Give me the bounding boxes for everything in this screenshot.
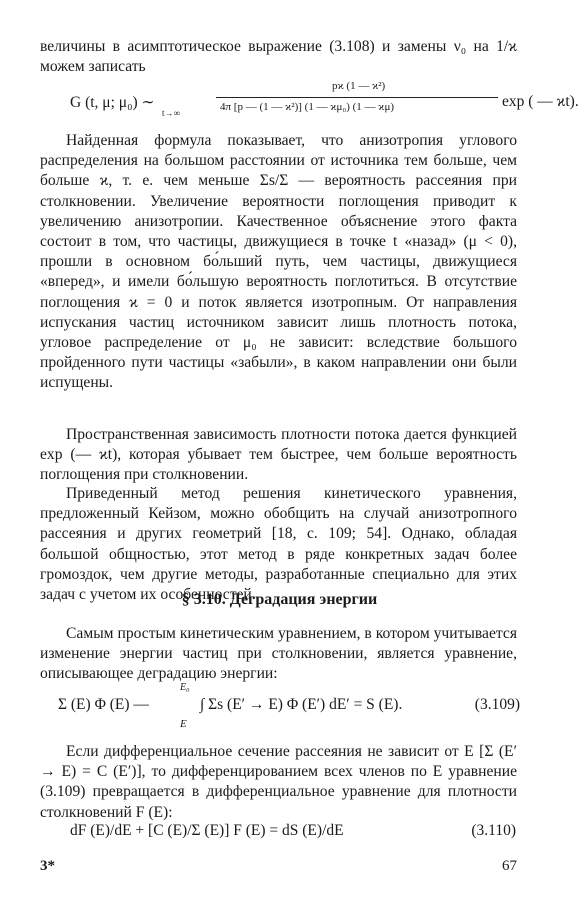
text-block-spatial <box>40 425 517 486</box>
paragraph-degradation: Самым простым кинетическим уравнением, в котором учитывается изменение энергии частиц при столкновении, является уравнение, описывающее деградацию энергии: <box>40 625 517 683</box>
text-block-intro <box>40 37 517 77</box>
integral-lower-limit: E <box>180 718 187 730</box>
section-heading: § 3.10. Деградация энергии <box>181 591 378 608</box>
paragraph-spatial: Пространственная зависимость плотности потока дается функцией exp (— ϰt), которая убывает тем быстрее, чем больше вероятность поглощения при столкновении. <box>40 426 517 484</box>
paragraph-intro: величины в асимптотическое выражение (3.108) и замены ν₀ на 1/ϰ можем записать <box>40 38 517 76</box>
paragraph-anisotropy: Найденная формула показывает, что анизотропия углового распределения на большом расстоянии от источника тем больше, чем больше ϰ, т. е. чем меньше Σs/Σ — вероятность рассеяния при столкновении. Увеличение вероятности поглощения приводит к увеличению анизотропии. Качественное объяснение этого факта состоит в том, что частицы, движущиеся в точке t «назад» (μ < 0), прошли в основном бо́льший путь, чем частицы, движущиеся «вперед», и имели бо́льшую вероятность поглотиться. В отсутствие поглощения ϰ = 0 и поток является изотропным. От направления испускания частиц источником зависит лишь плотность потока, угловое распределение от μ₀ не зависит: вследствие большого пройденного пути частицы «забыли», в каком направлении они были испущены. <box>40 132 517 392</box>
formula-asymptotic <box>70 80 579 126</box>
formula-3-110-body: dF (E)/dE + [C (E)/Σ (E)] F (E) = dS (E)/dE <box>70 822 344 839</box>
formula-asymptotic-limit: t→∞ <box>162 108 180 118</box>
formula-asymptotic-numerator: pϰ (1 — ϰ²) <box>332 80 386 92</box>
formula-asymptotic-lhs: G (t, μ; μ₀) ∼ <box>70 94 155 111</box>
equation-number-3-110: (3.110) <box>471 822 516 839</box>
formula-3-109-rhs: ∫ Σs (E′ → E) Φ (E′) dE′ = S (E). <box>200 696 403 713</box>
formula-3-109-lhs: Σ (E) Φ (E) — <box>58 696 149 713</box>
text-block-degradation <box>40 624 517 685</box>
text-block-method <box>40 484 517 605</box>
page-number: 67 <box>502 858 517 874</box>
formula-3-110 <box>70 822 516 844</box>
fraction-bar <box>216 97 498 98</box>
paragraph-method: Приведенный метод решения кинетического уравнения, предложенный Кейзом, можно обобщить на случай анизотропного рассеяния и других геометрий [18, с. 109; 54]. Однако, обладая большой общностью, этот метод в ряде конкретных задач более громоздок, чем другие методы, разработанные специально для этих задач с учетом их особенностей. <box>40 485 517 604</box>
integral-upper-limit: E₀ <box>180 682 190 693</box>
formula-3-109 <box>58 680 520 738</box>
formula-asymptotic-denominator: 4π [p — (1 — ϰ²)] (1 — ϰμ₀) (1 — ϰμ) <box>220 101 395 113</box>
equation-number-3-109: (3.109) <box>474 696 520 713</box>
paragraph-differential: Если дифференциальное сечение рассеяния не зависит от E [Σ (E′ → E) = C (E′)], то дифференцированием всех членов по E уравнение (3.109) превращается в дифференциальное уравнение для плотности столкновений F (E): <box>40 743 517 821</box>
formula-asymptotic-rhs: exp ( — ϰt). <box>502 93 579 110</box>
text-block-differential <box>40 742 517 823</box>
text-block-anisotropy <box>40 131 517 394</box>
signature-mark: 3* <box>40 858 55 874</box>
